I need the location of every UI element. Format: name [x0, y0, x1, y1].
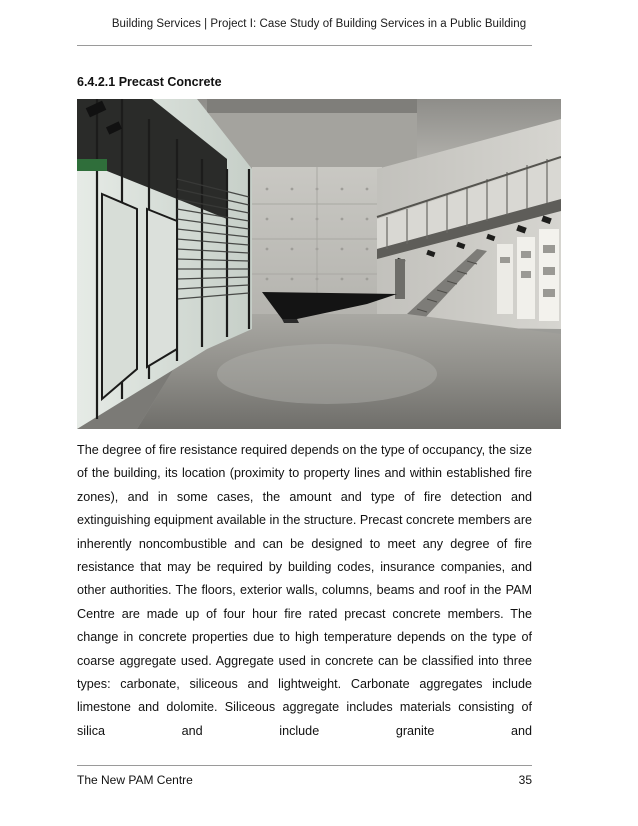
running-header: Building Services | Project I: Case Study of Building Services in a Public Building [111, 18, 527, 30]
section-heading: 6.4.2.1 Precast Concrete [77, 75, 222, 89]
lobby-photo [77, 99, 561, 429]
body-paragraph: The degree of fire resistance required depends on the type of occupancy, the size of the building, its location (proximity to property lines and within established fire zones), and in some cases, the amount and type of fire detection and extinguishing equipment available in the structure. Precast concrete members are inherently noncombustible and can be designed to meet any degree of fire resistance that may be required by building codes, insurance companies, and other authorities. The floors, exterior walls, columns, beams and roof in the PAM Centre are made up of four hour fire rated precast concrete members. The change in concrete properties due to high temperature depends on the type of coarse aggregate used. Aggregate used in concrete can be classified into three types: carbonate, siliceous and lightweight. Carbonate aggregates include limestone and dolomite. Siliceous aggregate includes materials consisting of silica and include granite and [77, 443, 533, 738]
header-rule [77, 45, 532, 46]
footer-rule [77, 765, 532, 766]
page-number: 35 [518, 773, 532, 787]
footer-document-name: The New PAM Centre [77, 773, 193, 787]
